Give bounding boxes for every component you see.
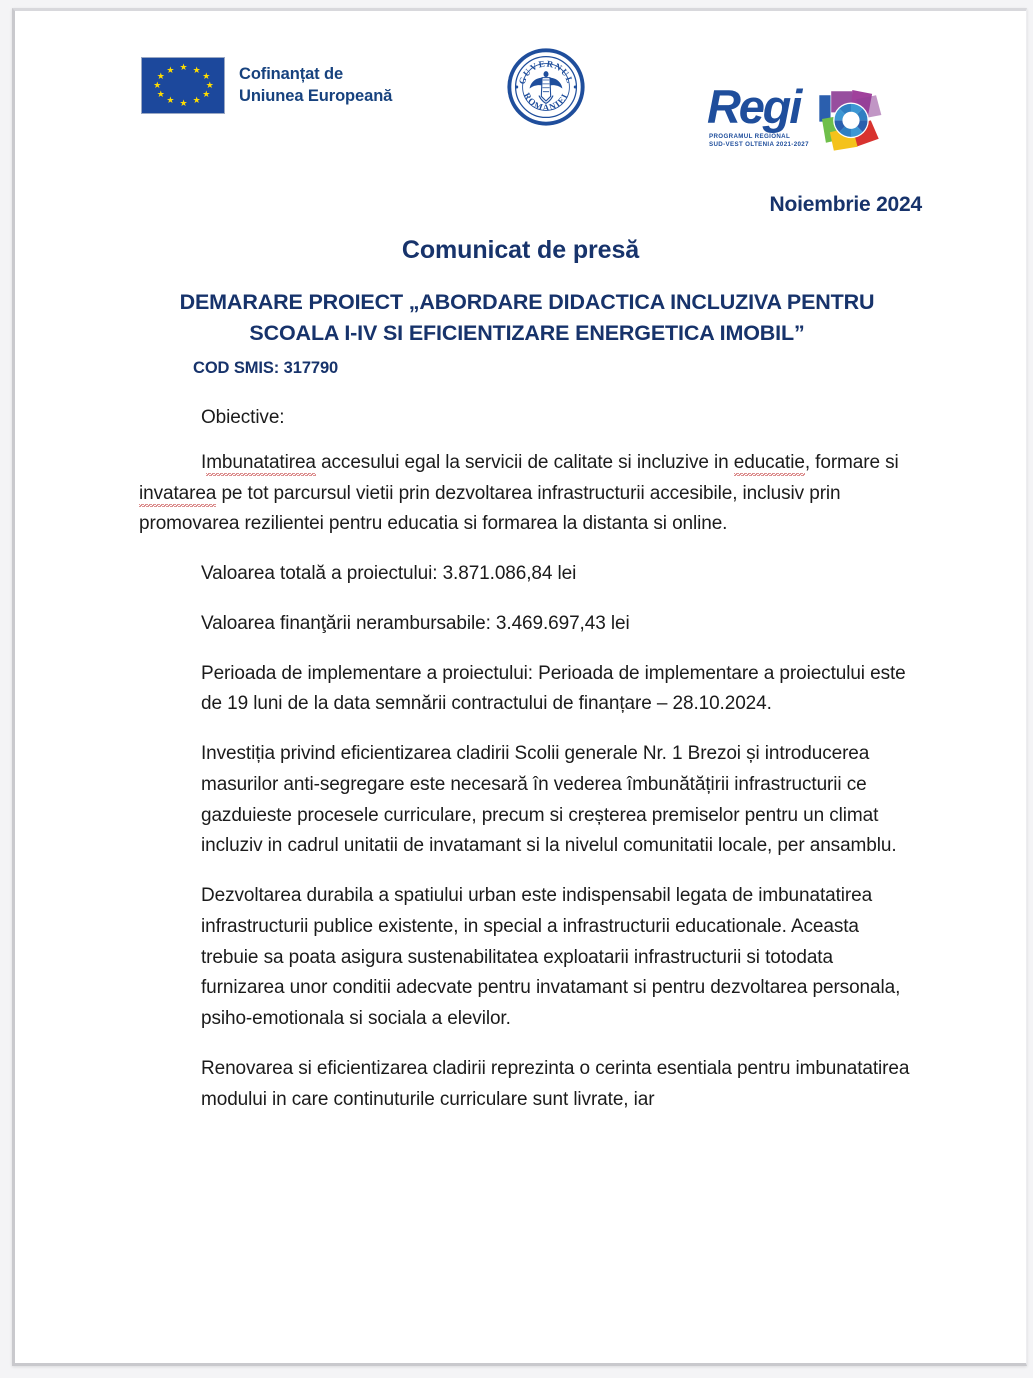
objectives-post: pe tot parcursul vietii prin dezvoltarea infrastructurii accesibile, inclusiv prin promovarea rezilientei pentru educatia si formarea la distanta si online. bbox=[139, 482, 841, 535]
eu-star-icon: ★ bbox=[192, 95, 201, 106]
objectives-mid2: , formare si bbox=[804, 451, 899, 473]
spellcheck-word-educatie: educatie bbox=[734, 452, 805, 476]
paragraph-investment: Investiția privind eficientizarea cladirii Scolii generale Nr. 1 Brezoi și introducerea masurilor anti-segregare este necesară în vederea îmbunătățirii infrastructurii ce gazduieste procesele curriculare, precum si creșterea premiselor pentru un climat incluziv in cadrul unitatii de invatamant si la nivelul comunitatii locale, per ansamblu. bbox=[201, 743, 897, 857]
paragraph-grant-value: Valoarea finanţării nerambursabile: 3.469.697,43 lei bbox=[201, 612, 630, 634]
paragraph-sustainable-development: Dezvoltarea durabila a spatiului urban este indispensabil legata de imbunatatirea infrastructurii publice existente, in special a infrastructurii educationale. Aceasta trebuie sa poata asigura sustenabilitatea exploatarii infrastructurii si totodata furnizarea unor conditii adecvate pentru invatamant si pentru dezvoltarea personala, psiho-emotionala si sociala a elevilor. bbox=[201, 885, 901, 1030]
svg-text:ROMANIEI: ROMANIEI bbox=[521, 90, 571, 113]
objectives-label bbox=[201, 403, 919, 434]
eu-logo-text-line2: Uniunea Europeană bbox=[239, 86, 393, 105]
page-title: Comunicat de presă bbox=[401, 236, 640, 264]
eu-star-icon: ★ bbox=[153, 80, 162, 90]
document-body bbox=[139, 403, 919, 1135]
spellcheck-word-invatarea: invatarea bbox=[139, 483, 216, 507]
project-title: DEMARARE PROIECT „ABORDARE DIDACTICA INCLUZIVA PENTRU SCOALA I-IV SI EFICIENTIZARE ENERGETICA IMOBIL” bbox=[179, 290, 875, 345]
eu-star-icon: ★ bbox=[192, 64, 201, 75]
eu-flag-icon bbox=[141, 57, 225, 114]
regio-wordmark: Regi bbox=[707, 80, 801, 133]
eu-star-icon: ★ bbox=[166, 64, 175, 75]
eu-logo-text-line1: Cofinanțat de bbox=[239, 65, 344, 84]
regio-subtitle bbox=[709, 133, 809, 149]
spellcheck-word-imbunatatirea: mbunatatirea bbox=[206, 452, 316, 476]
header-logo-strip bbox=[15, 45, 1026, 148]
svg-text:GUVERNUL: GUVERNUL bbox=[516, 58, 576, 86]
paragraph-implementation-period: Perioada de implementare a proiectului: Perioada de implementare a proiectului este de 19 luni de la data semnării contractului de finanțare – 28.10.2024. bbox=[201, 662, 906, 715]
smis-code: COD SMIS: 317790 bbox=[193, 359, 339, 377]
eu-cofinancing-logo bbox=[141, 57, 392, 114]
eu-star-icon: ★ bbox=[166, 95, 175, 106]
eu-star-icon: ★ bbox=[205, 80, 214, 90]
eu-stars-group bbox=[142, 58, 224, 113]
paragraph-total-value: Valoarea totală a proiectului: 3.871.086,84 lei bbox=[201, 563, 577, 585]
objectives-pre: I bbox=[201, 451, 207, 473]
document-page bbox=[12, 8, 1027, 1366]
objectives-mid: accesului egal la servicii de calitate si incluzive in bbox=[315, 451, 734, 473]
eu-star-icon: ★ bbox=[202, 88, 211, 99]
paragraph-objectives bbox=[139, 448, 919, 540]
eu-star-icon: ★ bbox=[179, 97, 188, 108]
eu-star-icon: ★ bbox=[156, 71, 165, 82]
document-date: Noiembrie 2024 bbox=[769, 193, 922, 216]
regio-subtitle-line1: PROGRAMUL REGIONAL bbox=[709, 133, 791, 140]
regio-logo bbox=[707, 80, 885, 157]
paragraph-renovation: Renovarea si eficientizarea cladirii reprezinta o cerinta esentiala pentru imbunatatirea modului in care continuturile curriculare sunt livrate, iar bbox=[201, 1058, 910, 1110]
eu-star-icon: ★ bbox=[156, 88, 165, 99]
romanian-government-seal-icon bbox=[507, 47, 585, 127]
objectives-label-text: Obiective: bbox=[201, 407, 285, 428]
eu-logo-text bbox=[239, 64, 392, 106]
eu-star-icon: ★ bbox=[179, 62, 188, 73]
regio-subtitle-line2: SUD-VEST OLTENIA 2021-2027 bbox=[709, 140, 809, 148]
regio-pinwheel-icon bbox=[817, 86, 885, 152]
eu-star-icon: ★ bbox=[202, 71, 211, 82]
